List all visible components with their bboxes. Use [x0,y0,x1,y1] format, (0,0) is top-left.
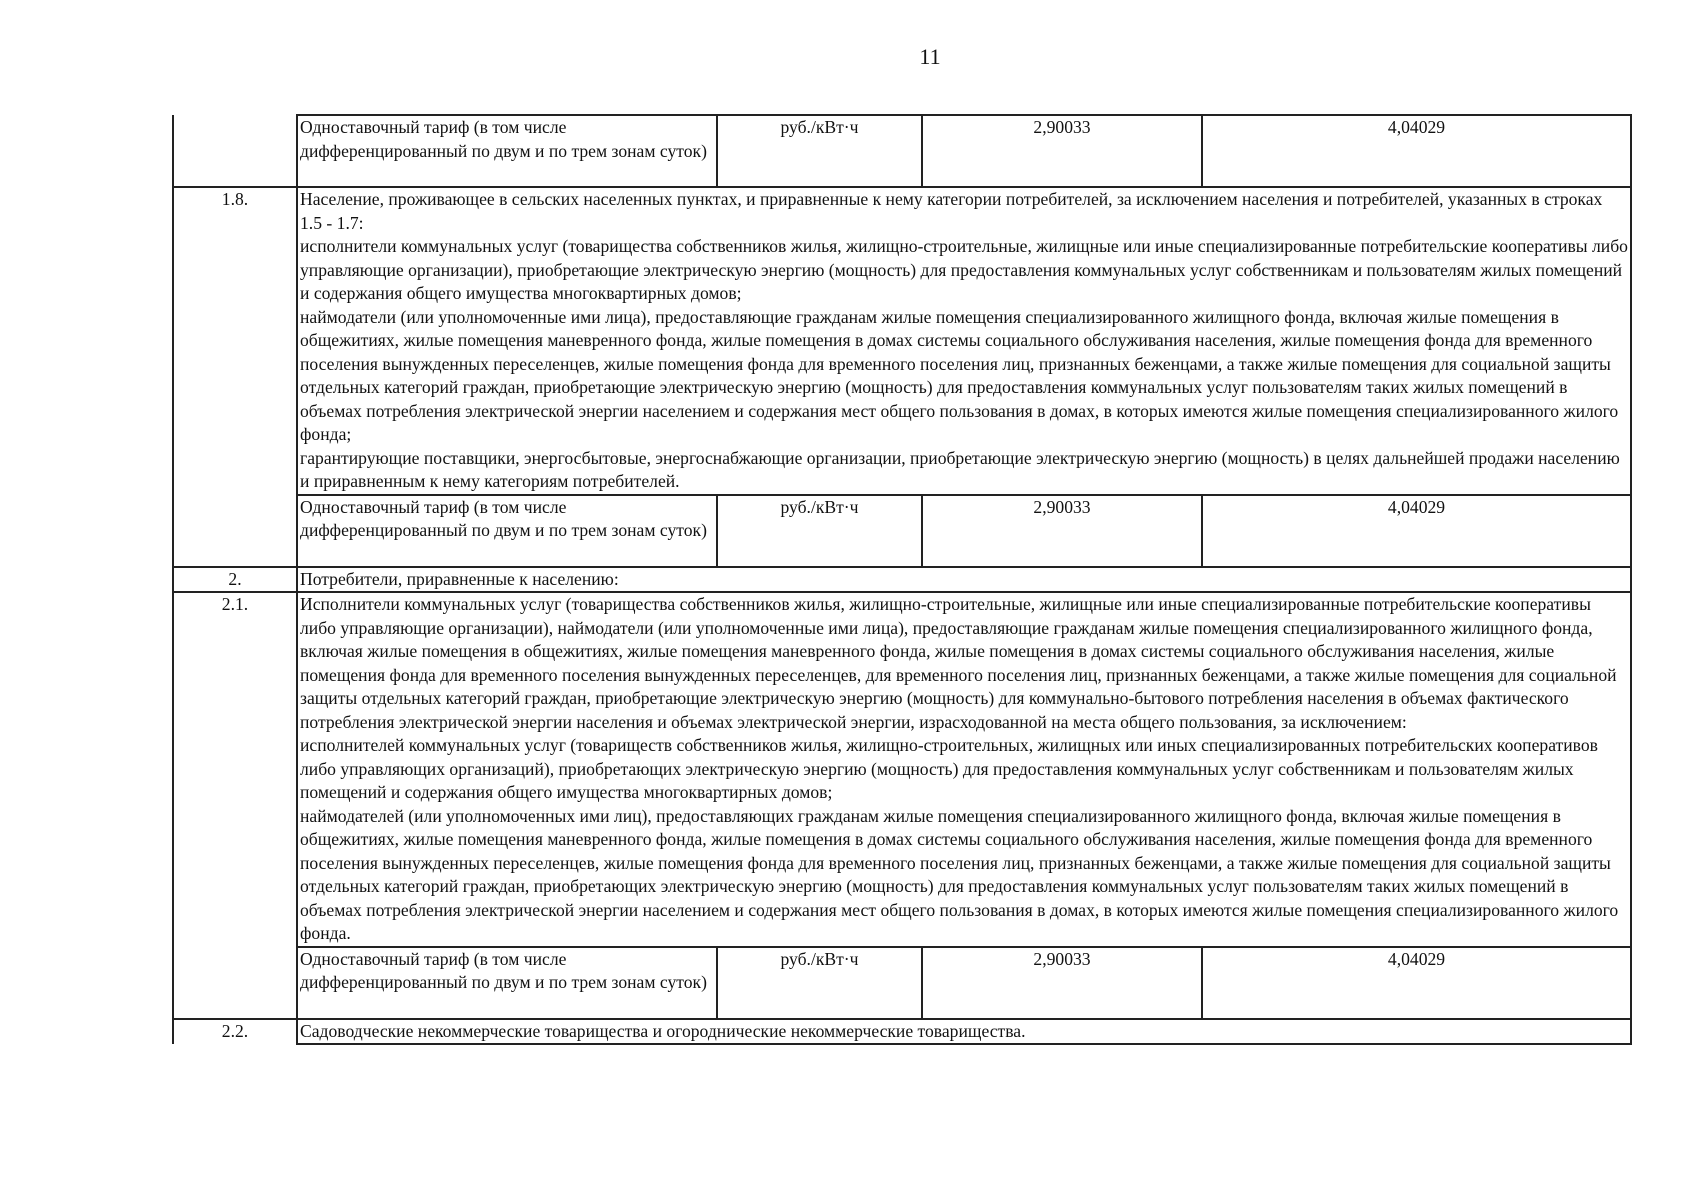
tariff-value-1-cell: 2,90033 [922,115,1202,187]
section-row [173,592,1631,947]
tariff-table [172,114,1632,1045]
tariff-row [173,947,1631,1019]
section-number: 1.8. [173,187,297,495]
tariff-name-cell: Одноставочный тариф (в том числе дифференцированный по двум и по трем зонам суток) [297,495,717,567]
section-paragraph: гарантирующие поставщики, энергосбытовые, энергоснабжающие организации, приобретающие электрическую энергию (мощность) в целях дальнейшей продажи населению и приравненным к нему категориям потребителей. [300,447,1620,491]
tariff-unit-cell: руб./кВт·ч [717,115,922,187]
row-number-cell [173,115,297,187]
row-number-cell [173,947,297,1019]
section-row [173,567,1631,593]
section-number: 2.1. [173,592,297,947]
page-number: 11 [919,44,941,69]
tariff-value-2-cell: 4,04029 [1202,115,1631,187]
tariff-value-2-cell: 4,04029 [1202,495,1631,567]
section-paragraph: наймодатели (или уполномоченные ими лица), предоставляющие гражданам жилые помещения специализированного жилищного фонда, включая жилые помещения в общежитиях, жилые помещения маневренного фонда, жилые помещения в домах системы социального обслуживания населения, жилые помещения фонда для временного поселения вынужденных переселенцев, жилые помещения фонда для временного поселения лиц, признанных беженцами, а также жилые помещения для социальной защиты отдельных категорий граждан, приобретающие электрическую энергию (мощность) для предоставления коммунальных услуг пользователям таких жилых помещений в объемах потребления электрической энергии населением и содержания мест общего пользования в домах, в которых имеются жилые помещения специализированного жилого фонда; [300,306,1619,444]
tariff-value-2-cell: 4,04029 [1202,947,1631,1019]
tariff-name-cell: Одноставочный тариф (в том числе дифференцированный по двум и по трем зонам суток) [297,115,717,187]
tariff-value-1-cell: 2,90033 [922,947,1202,1019]
tariff-unit-cell: руб./кВт·ч [717,495,922,567]
section-description [297,567,1631,593]
section-row [173,187,1631,495]
section-paragraph: Потребители, приравненные к населению: [300,568,619,589]
section-description [297,187,1631,495]
section-description [297,592,1631,947]
tariff-row [173,115,1631,187]
tariff-value-1-cell: 2,90033 [922,495,1202,567]
section-paragraph: исполнителей коммунальных услуг (товариществ собственников жилья, жилищно-строительных, жилищных или иных специализированных потребительских кооперативов либо управляющих организаций), приобретающих электрическую энергию (мощность) для предоставления коммунальных услуг собственникам и пользователям жилых помещений и содержания общего имущества многоквартирных домов; [300,735,1598,802]
section-paragraph: исполнители коммунальных услуг (товарищества собственников жилья, жилищно-строительные, жилищные или иные специализированные потребительские кооперативы либо управляющие организации), приобретающие электрическую энергию (мощность) для предоставления коммунальных услуг собственникам и пользователям жилых помещений и содержания общего имущества многоквартирных домов; [300,236,1628,303]
section-paragraph: Исполнители коммунальных услуг (товарищества собственников жилья, жилищно-строительные, жилищные или иные специализированные потребительские кооперативы либо управляющие организации), наймодатели (или уполномоченные ими лица), предоставляющие гражданам жилые помещения специализированного жилищного фонда, включая жилые помещения в общежитиях, жилые помещения маневренного фонда, жилые помещения в домах системы социального обслуживания населения, жилые помещения фонда для временного поселения вынужденных переселенцев, для временного поселения лиц, признанных беженцами, а также жилые помещения для социальной защиты отдельных категорий граждан, приобретающие электрическую энергию (мощность) для коммунально-бытового потребления населения в объемах фактического потребления электрической энергии населения и объемах электрической энергии, израсходованной на места общего пользования, за исключением: [300,594,1617,732]
tariff-row [173,495,1631,567]
row-number-cell [173,495,297,567]
section-paragraph: Население, проживающее в сельских населенных пунктах, и приравненные к нему категории потребителей, за исключением населения и потребителей, указанных в строках 1.5 - 1.7: [300,189,1603,233]
tariff-name-cell: Одноставочный тариф (в том числе дифференцированный по двум и по трем зонам суток) [297,947,717,1019]
section-number: 2. [173,567,297,593]
section-paragraph: наймодателей (или уполномоченных ими лиц), предоставляющих гражданам жилые помещения специализированного жилищного фонда, включая жилые помещения в общежитиях, жилые помещения маневренного фонда, жилые помещения в домах системы социального обслуживания населения, жилые помещения фонда для временного поселения вынужденных переселенцев, жилые помещения фонда для временного поселения лиц, признанных беженцами, а также жилые помещения для социальной защиты отдельных категорий граждан, приобретающих электрическую энергию (мощность) для предоставления коммунальных услуг пользователям таких жилых помещений в объемах потребления электрической энергии населением и содержания мест общего пользования в домах, в которых имеются жилые помещения специализированного жилого фонда. [300,805,1619,943]
section-row [173,1019,1631,1045]
section-paragraph: Садоводческие некоммерческие товарищества и огороднические некоммерческие товарищества. [300,1020,1026,1041]
section-number: 2.2. [173,1019,297,1045]
section-description [297,1019,1631,1045]
tariff-unit-cell: руб./кВт·ч [717,947,922,1019]
